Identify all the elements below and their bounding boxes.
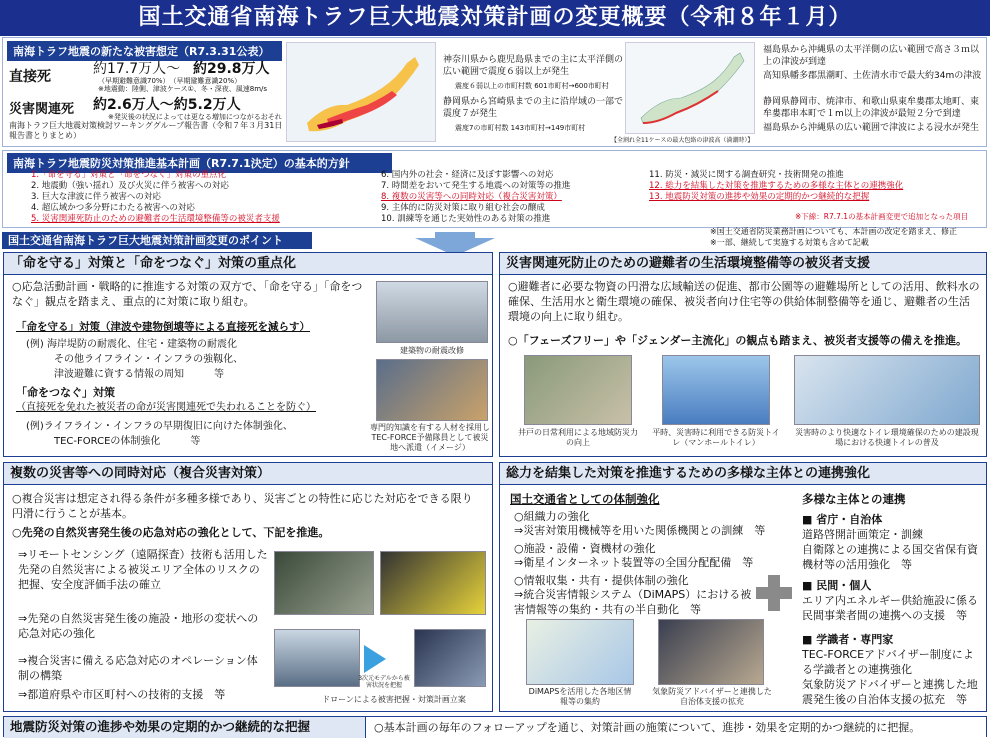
sec4-l1a: ⇒災害対策用機械等を用いた関係機関との訓練 等 [514,524,766,537]
sec4-l3a: ⇒統合災害情報システム（DiMAPS）における被害情報等の集約・共有の半自動化 等 [514,588,752,616]
sec3-item4: ⇒都道府県や市区町村への技術的支援 等 [18,688,226,701]
tsunami-text2: 高知県幡多郡黒潮町、土佐清水市で最大約34mの津波 [763,71,982,81]
section-title: 「命を守る」対策と「命をつなぐ」対策の重点化 [4,253,492,275]
group-text: 自衛隊との連携による国交省保有資機材等の活用強化 等 [802,543,978,571]
dimaps-screenshot [526,619,634,685]
section-collaboration [499,462,987,712]
sec1-para: ○応急活動計画・戦略的に推進する対策の双方で、「命を守る」「命をつなぐ」観点を踏まえ、重点的に対策に取り組む。 [12,280,363,308]
map1-text1: 神奈川県から鹿児島県までの主に太平洋側の広い範囲で震度６弱以上が発生 [443,55,624,77]
note-line: ※国土交通省防災業務計画についても、本計画の改定を踏まえ、修正 [710,227,958,236]
plan-item: 9. 主体的に防災対策に取り組む社会の醸成 [381,203,545,213]
photo-caption: 3次元モデルから被害状況を把握 [358,675,410,689]
tsunami-caption: 【全割れ全11ケースの最大包絡の津波高（満潮時）】 [611,137,754,144]
sec4-left-heading: 国土交通省としての体制強化 [510,492,660,506]
damage-header: 南海トラフ地震の新たな被害想定（R7.3.31公表） [7,41,282,61]
damage-estimate-panel [2,37,987,147]
plan-col3 [649,170,984,203]
plan-item: 4. 超広域かつ多分野にわたる被害への対応 [31,203,195,213]
sec1-ex2: (例)ライフライン・インフラの早期復旧に向けた体制強化、 [26,421,293,432]
3d-model-image [380,551,486,615]
plan-item: 3. 巨大な津波に伴う被害への対応 [31,192,161,202]
photo-caption: 気象防災アドバイザーと連携した自治体支援の拡充 [652,687,772,706]
section-compound-disaster [3,462,493,712]
photo-caption: 災害時のより快適なトイレ環境確保のための建設現場における快適トイレの普及 [795,428,979,447]
sec5-text: ○基本計画の毎年のフォローアップを通じ、対策計画の施策について、進捗・効果を定期的かつ継続的に把握。 [374,721,921,734]
group-government [802,511,882,527]
sec1-ex2b: TEC-FORCEの体制強化 等 [54,436,201,447]
sec2-para2: ○「フェーズフリー」や「ジェンダー主流化」の観点も踏まえ、被災者支援等の備えを推進。 [508,334,968,347]
tsunami-text3: 静岡県静岡市、焼津市、和歌山県東牟婁郡太地町、東牟婁郡串本町で１m以上の津波が最短２分で到達 [763,97,980,119]
section-title: 地震防災対策の進捗や効果の定期的かつ継続的な把握 [4,717,366,738]
person-icon: ■ [802,633,817,646]
japan-intensity-map-icon [287,43,437,143]
section-title: 災害関連死防止のための避難者の生活環境整備等の被災者支援 [500,253,986,275]
plan-note: ※下線：R7.7.1の基本計画変更で追加となった項目 [795,212,969,221]
section-title: 複数の災害等への同時対応（複合災害対策） [4,463,492,485]
sec3-item2: ⇒先発の自然災害発生後の施設・地形の変状への応急対応の強化 [18,612,259,640]
section-evacuee-support [499,252,987,457]
tecforce-photo [376,359,488,421]
photo-caption: DiMAPSを活用した各地区情報等の集約 [528,687,632,706]
points-header: 国土交通省南海トラフ巨大地震対策計画変更のポイント [2,232,312,249]
person-icon: ■ [802,579,817,592]
japan-tsunami-map-icon [626,43,756,135]
deaths-value-max: 約29.8万人 [193,61,270,77]
damage-source: 南海トラフ巨大地震対策検討ワーキンググループ報告書（令和７年３月31日報告書とりまとめ） [9,121,283,140]
group-text: エリア内エネルギー供給施設に係る民間事業者間の連携への支援 等 [802,594,978,622]
photo-caption: 専門的知識を有する人材を採用しTEC-FORCE予備隊員として被災地へ派遣（イメージ） [370,423,490,452]
note-line: ※一部、継続して実施する対策も含めて記載 [710,238,869,247]
deaths-label: 直接死 [9,69,51,85]
photo-caption: ドローンによる被害把握・対策計画立案 [322,695,466,704]
plan-item: 12. 総力を結集した対策を推進するための多様な主体との連携強化 [649,181,904,191]
sec1-ex1c: 津波避難に資する情報の周知 等 [54,369,224,380]
sec4-l2: ○施設・設備・資機材の強化 [514,542,656,555]
basic-plan-panel [2,150,987,228]
plan-col2 [381,170,651,225]
plan-item: 10. 訓練等を通じた実効性のある対策の推進 [381,214,551,224]
right-arrow-icon [364,645,386,673]
drone-photo-1 [274,551,374,615]
sec3-para1: ○複合災害は想定され得る条件が多種多様であり、災害ごとの特性に応じた対応をできる限り円滑に行うことが基本。 [12,492,473,520]
advisor-photo [658,619,764,685]
sec1-h3: 「命をつなぐ」対策 [16,386,115,399]
photo-caption: 井戸の日常利用による地域防災力の向上 [518,428,638,447]
map1-stat2: 震度7の市町村数 143市町村→149市町村 [455,124,586,132]
related-label: 災害関連死 [9,102,75,117]
plan-item: 7. 時間差をおいて発生する地震への対策等の推進 [381,181,571,191]
person-icon: ■ [802,513,817,526]
sec1-ex1: (例) 海岸堤防の耐震化、住宅・建築物の耐震化 [26,339,237,350]
comfort-toilet-photo [794,355,980,425]
right-notes [710,226,988,248]
photo-caption: 平時、災害時に利用できる防災トイレ（マンホールトイレ） [652,428,780,447]
plan-item: 6. 国内外の社会・経済に及ぼす影響への対応 [381,170,554,180]
section-life-protect [3,252,493,457]
field-team-photo [274,629,360,687]
tsunami-text4: 福島県から沖縄県の広い範囲で津波による浸水が発生 [763,123,980,133]
sec4-right-heading: 多様な主体との連携 [802,492,906,506]
plan-col1 [31,170,361,225]
related-note: ※発災後の状況によっては更なる増加につながるおそれ [108,113,282,121]
plan-item: 5. 災害関連死防止のための避難者の生活環境整備等の被災者支援 [31,214,280,224]
basic-plan-header: 南海トラフ地震防災対策推進基本計画（R7.7.1決定）の基本的方針 [7,153,392,173]
plan-item: 2. 地震動（強い揺れ）及び火災に伴う被害への対応 [31,181,229,191]
plan-item: 8. 複数の災害等への同時対応（複合災害対策） [381,192,562,202]
down-arrow-icon [405,232,505,252]
sec3-item1: ⇒リモートセンシング（遠隔探査）技術も活用した先発の自然災害による被災エリア全体のリスクの把握、安全度評価手法の確立 [18,548,268,591]
sec4-l2a: ⇒衛星インターネット装置等の全国分配配備 等 [514,556,754,569]
plan-item: 11. 防災・減災に関する調査研究・技術開発の推進 [649,170,844,180]
map1-text2: 静岡県から宮崎県までの主に沿岸域の一部で震度７が発生 [443,97,624,119]
plan-item: 13. 地震防災対策の進捗や効果の定期的かつ継続的な把握 [649,192,870,202]
tsunami-map [625,42,755,134]
group-experts [802,631,893,647]
plus-icon [756,575,792,611]
group-private [802,577,871,593]
group-text: TEC-FORCEアドバイザー制度による学識者との連携強化 [802,648,974,676]
toilet-photo [662,355,770,425]
sec4-l1: ○組織力の強化 [514,510,590,523]
well-photo [524,355,632,425]
intensity-map [286,42,436,142]
sec3-para2: ○先発の自然災害発生後の応急対応の強化として、下記を推進。 [12,526,330,539]
sec4-l3: ○情報収集・共有・提供体制の強化 [514,574,689,587]
group-label: 民間・個人 [816,579,872,592]
sec3-item3: ⇒複合災害に備える応急対応のオペレーション体制の構築 [18,654,258,682]
tsunami-text1: 福島県から沖縄県の太平洋側の広い範囲で高さ３ｍ以上の津波が到達 [763,45,980,67]
sec2-para1: ○避難者に必要な物資の円滑な広域輸送の促進、都市公園等の避難場所としての活用、飲料水の確保、生活用水と衛生環境の確保、被災者向け住宅等の供給体制整備等を通じ、避難者の生活環境の向上に取り組む。 [508,280,980,323]
sec1-h3b: （直接死を免れた被災者の命が災害関連死で失われることを防ぐ） [16,402,316,413]
deaths-value-min: 約17.7万人～ [93,61,181,77]
photo-caption: 建築物の耐震改修 [400,346,464,355]
building-photo [376,281,488,343]
group-text: 気象防災アドバイザーと連携した地震発生後の自治体支援の拡充 等 [802,678,978,706]
section-title: 総力を結集した対策を推進するための多様な主体との連携強化 [500,463,986,485]
group-label: 学識者・専門家 [816,633,894,646]
section-follow-up [3,716,987,737]
related-value: 約2.6万人～約5.2万人 [93,97,241,113]
page-title: 国土交通省南海トラフ巨大地震対策計画の変更概要（令和８年１月） [0,0,990,36]
group-text: 道路啓開計画策定・訓練 [802,528,923,541]
sec1-ex1b: その他ライフライン・インフラの強靱化、 [54,354,244,365]
sec1-h2: 「命を守る」対策（津波や建物倒壊等による直接死を減らす） [16,321,310,333]
map1-stat1: 震度６弱以上の市町村数 601市町村→600市町村 [455,82,609,90]
deaths-note: （早期避難意識70%） （早期避難意識20%） [98,77,242,85]
group-label: 省庁・自治体 [816,513,883,526]
deaths-note2: ※地震動：陸側、津波ケース①、冬・深夜、風速8m/s [98,85,268,93]
control-room-photo [414,629,486,687]
plan-item: 1.「命を守る」対策と「命をつなぐ」対策の重点化 [31,170,227,180]
